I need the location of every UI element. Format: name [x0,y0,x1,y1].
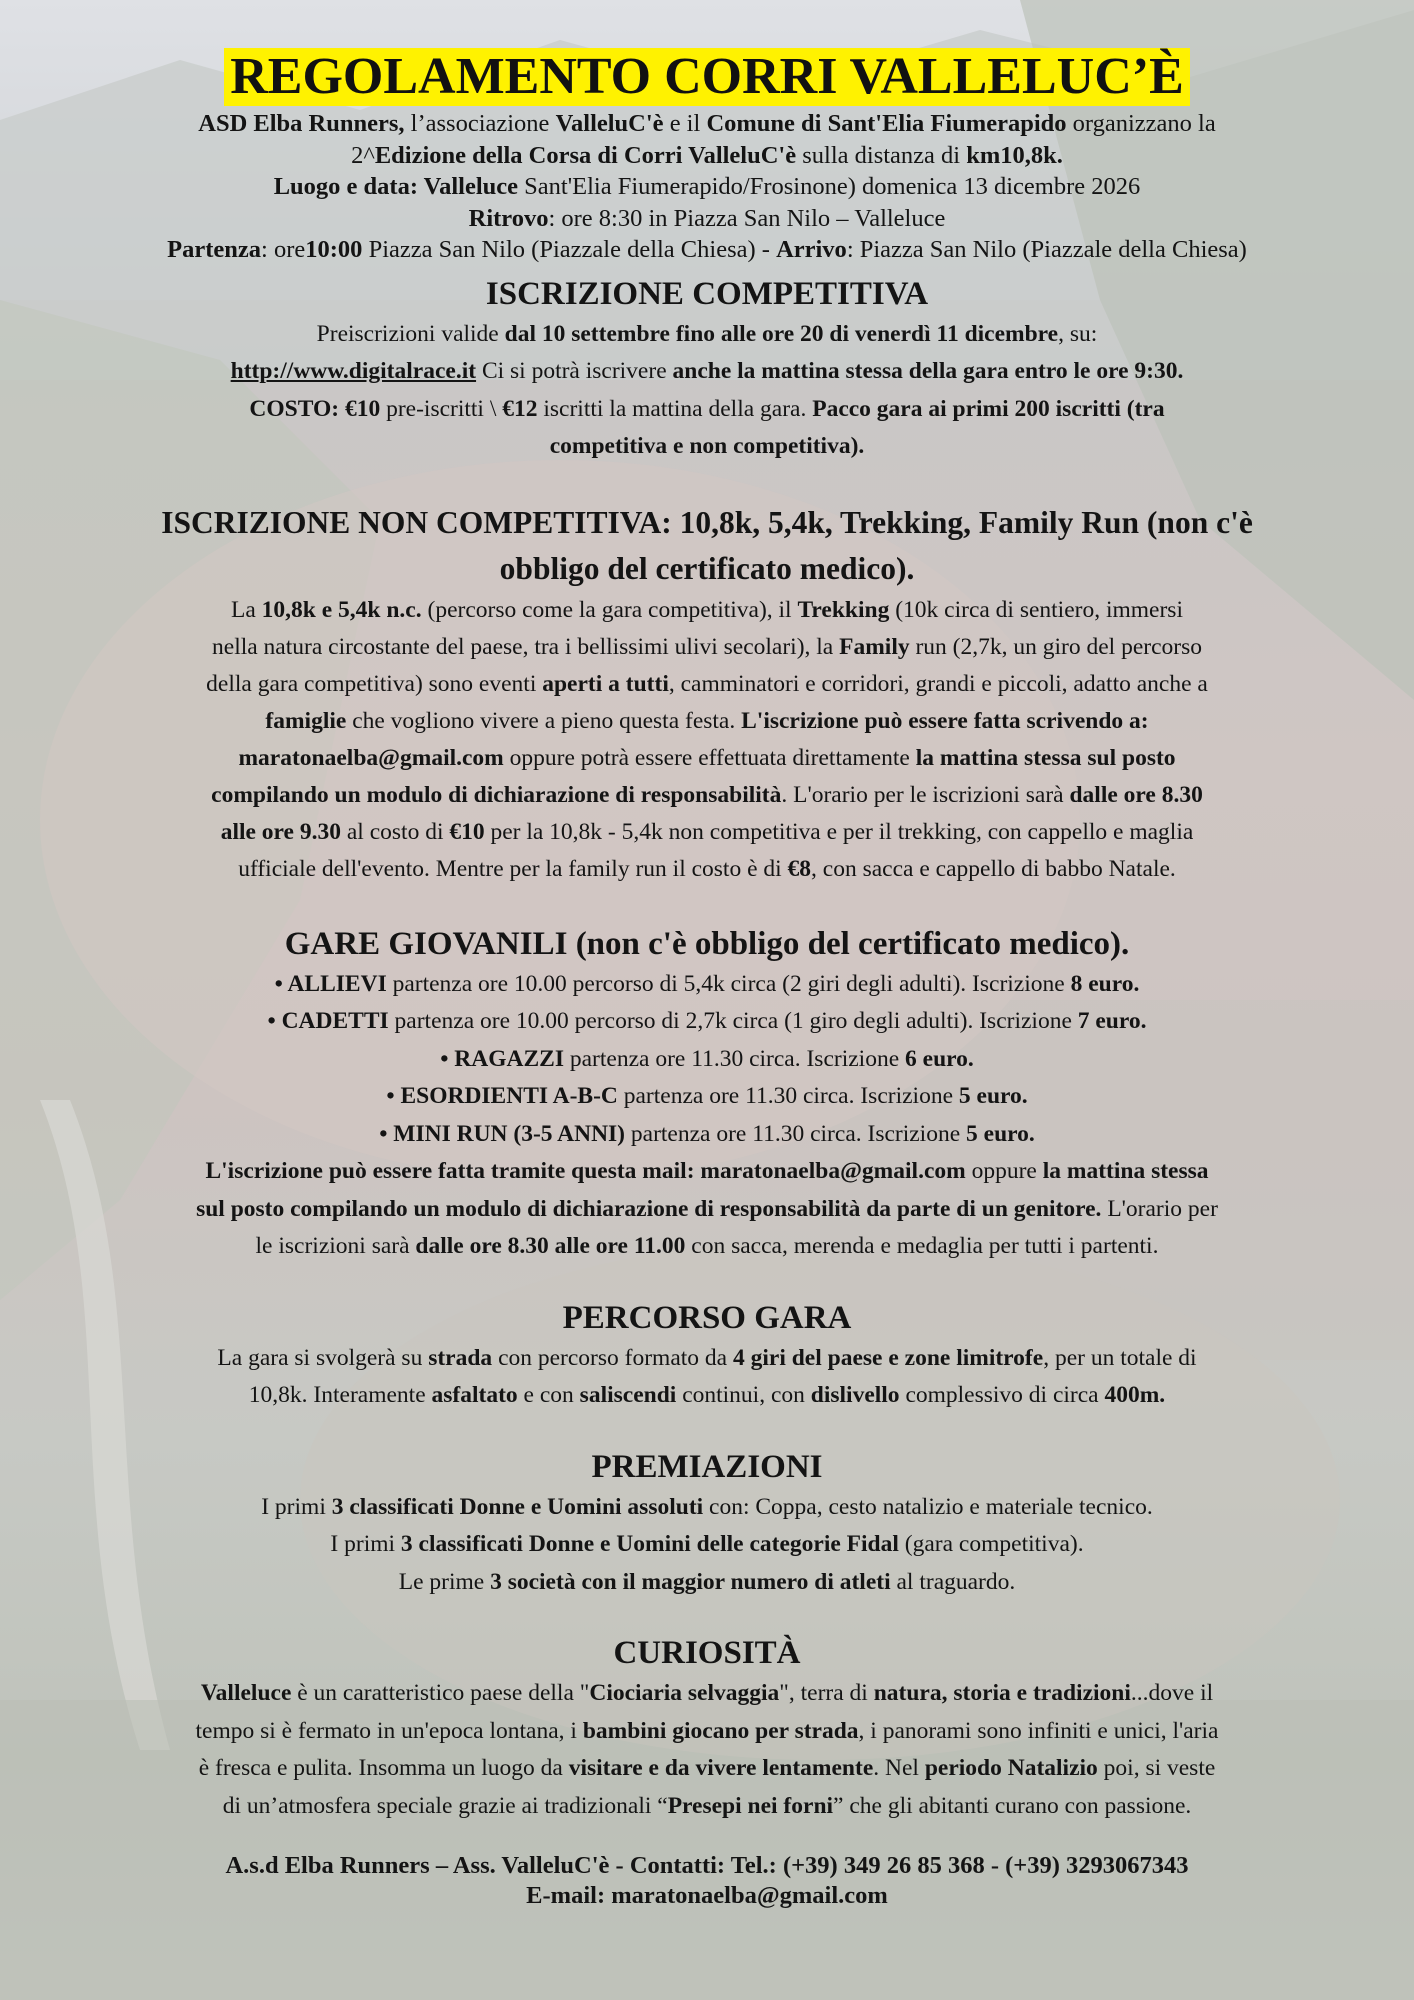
giovanili-item-mini-run: • MINI RUN (3-5 ANNI) partenza ore 11.30 circa. Iscrizione 5 euro. [379,1120,1035,1147]
competitiva-line: competitiva e non competitiva). [549,433,865,459]
curiosita-line: Valleluce è un caratteristico paese della "Ciociaria selvaggia", terra di natura, storia e tradizioni...dove il [200,1680,1214,1706]
intro-line: ASD Elba Runners, l’associazione ValleluC'è e il Comune di Sant'Elia Fiumerapido organizzano la [198,110,1216,137]
giovanili-item-allievi: • ALLIEVI partenza ore 10.00 percorso di 5,4k circa (2 giri degli adulti). Iscrizione 8 euro. [274,970,1140,997]
intro-line-ritrovo: Ritrovo: ore 8:30 in Piazza San Nilo – Valleluce [468,204,946,232]
premiazioni-heading: PREMIAZIONI [591,1448,823,1485]
competitiva-heading: ISCRIZIONE COMPETITIVA [485,275,929,312]
page-title: REGOLAMENTO CORRI VALLELUC’È [224,48,1190,106]
curiosita-section [27,1631,1387,1825]
giovanili-item-cadetti: • CADETTI partenza ore 10.00 percorso di 2,7k circa (1 giro degli adulti). Iscrizione 7 euro. [267,1008,1147,1034]
premiazioni-line: Le prime 3 società con il maggior numero di atleti al traguardo. [398,1568,1016,1595]
footer-email[interactable]: E-mail: maratonaelba@gmail.com [526,1882,888,1909]
giovanili-line: L'iscrizione può essere fatta tramite questa mail: maratonaelba@gmail.com oppure la mattina stessa [205,1158,1209,1184]
percorso-line: 10,8k. Interamente asfaltato e con saliscendi continui, con dislivello complessivo di circa 400m. [248,1382,1166,1408]
non-competitiva-line: alle ore 9.30 al costo di €10 per la 10,8k - 5,4k non competitiva e per il trekking, con cappello e maglia [220,818,1194,845]
footer-contacts-line: A.s.d Elba Runners – Ass. ValleluC'è - Contatti: Tel.: (+39) 349 26 85 368 - (+39) 3293067343 [225,1852,1189,1879]
curiosita-line: tempo si è fermato in un'epoca lontana, i bambini giocano per strada, i panorami sono infiniti e unici, l'aria [195,1717,1219,1744]
competitiva-line: Preiscrizioni valide dal 10 settembre fino alle ore 20 di venerdì 11 dicembre, su: [316,320,1098,347]
curiosita-heading: CURIOSITÀ [613,1635,801,1671]
email-link[interactable]: maratonaelba@gmail.com [238,744,504,771]
intro-line-partenza: Partenza: ore10:00 Piazza San Nilo (Piazzale della Chiesa) - Arrivo: Piazza San Nilo (Piazzale della Chiesa) [167,236,1247,263]
percorso-line: La gara si svolgerà su strada con percorso formato da 4 giri del paese e zone limitrofe, per un totale di [217,1344,1197,1371]
percorso-heading: PERCORSO GARA [562,1299,852,1336]
giovanili-section [27,922,1387,1266]
non-competitiva-heading: ISCRIZIONE NON COMPETITIVA: 10,8k, 5,4k, Trekking, Family Run (non c'è obbligo del certificato medico). [161,504,1253,586]
digitalrace-link[interactable]: http://www.digitalrace.it [230,358,477,384]
premiazioni-line: I primi 3 classificati Donne e Uomini assoluti con: Coppa, cesto natalizio e materiale tecnico. [261,1493,1153,1520]
giovanili-line: sul posto compilando un modulo di dichiarazione di responsabilità da parte di un genitore. L'orario per [196,1195,1218,1222]
giovanili-heading: GARE GIOVANILI (non c'è obbligo del certificato medico). [284,925,1130,962]
intro-line-luogo: Luogo e data: Valleluce Sant'Elia Fiumerapido/Frosinone) domenica 13 dicembre 2026 [273,173,1141,200]
non-competitiva-line: compilando un modulo di dichiarazione di responsabilità. L'orario per le iscrizioni sarà dalle ore 8.30 [211,781,1203,808]
premiazioni-line: I primi 3 classificati Donne e Uomini delle categorie Fidal (gara competitiva). [330,1531,1084,1557]
non-competitiva-line: ufficiale dell'evento. Mentre per la family run il costo è di €8, con sacca e cappello di babbo Natale. [238,855,1176,882]
non-competitiva-line: maratonaelba@gmail.com oppure potrà essere effettuata direttamente la mattina stessa sul posto [238,744,1176,771]
curiosita-line: di un’atmosfera speciale grazie ai tradizionali “Presepi nei forni” che gli abitanti curano con passione. [222,1792,1192,1819]
curiosita-line: è fresca e pulita. Insomma un luogo da visitare e da vivere lentamente. Nel periodo Natalizio poi, si veste [198,1755,1216,1781]
premiazioni-section [27,1445,1387,1602]
giovanili-item-esordienti: • ESORDIENTI A-B-C partenza ore 11.30 circa. Iscrizione 5 euro. [386,1083,1028,1109]
non-competitiva-line: della gara competitiva) sono eventi aperti a tutti, camminatori e corridori, grandi e piccoli, adatto anche a [206,670,1208,697]
intro-section [27,108,1387,266]
non-competitiva-line: La 10,8k e 5,4k n.c. (percorso come la gara competitiva), il Trekking (10k circa di sentiero, immersi [231,596,1183,623]
competitiva-section [27,272,1387,466]
giovanili-item-ragazzi: • RAGAZZI partenza ore 11.30 circa. Iscrizione 6 euro. [440,1045,974,1072]
competitiva-line-costo: COSTO: €10 pre-iscritti \ €12 iscritti la mattina della gara. Pacco gara ai primi 200 iscritti (tra [249,395,1165,422]
non-competitiva-section [27,500,1387,888]
percorso-section [27,1296,1387,1415]
footer-contacts [27,1851,1387,1911]
competitiva-line: http://www.digitalrace.it Ci si potrà iscrivere anche la mattina stessa della gara entro le ore 9:30. [230,358,1184,384]
giovanili-line: le iscrizioni sarà dalle ore 8.30 alle ore 11.00 con sacca, merenda e medaglia per tutti i partenti. [255,1233,1159,1259]
intro-line: 2^Edizione della Corsa di Corri ValleluC'è sulla distanza di km10,8k. [351,141,1063,169]
non-competitiva-line: famiglie che vogliono vivere a pieno questa festa. L'iscrizione può essere fatta scrivendo a: [265,707,1149,734]
non-competitiva-line: nella natura circostante del paese, tra i bellissimi ulivi secolari), la Family run (2,7k, un giro del percorso [212,633,1202,660]
